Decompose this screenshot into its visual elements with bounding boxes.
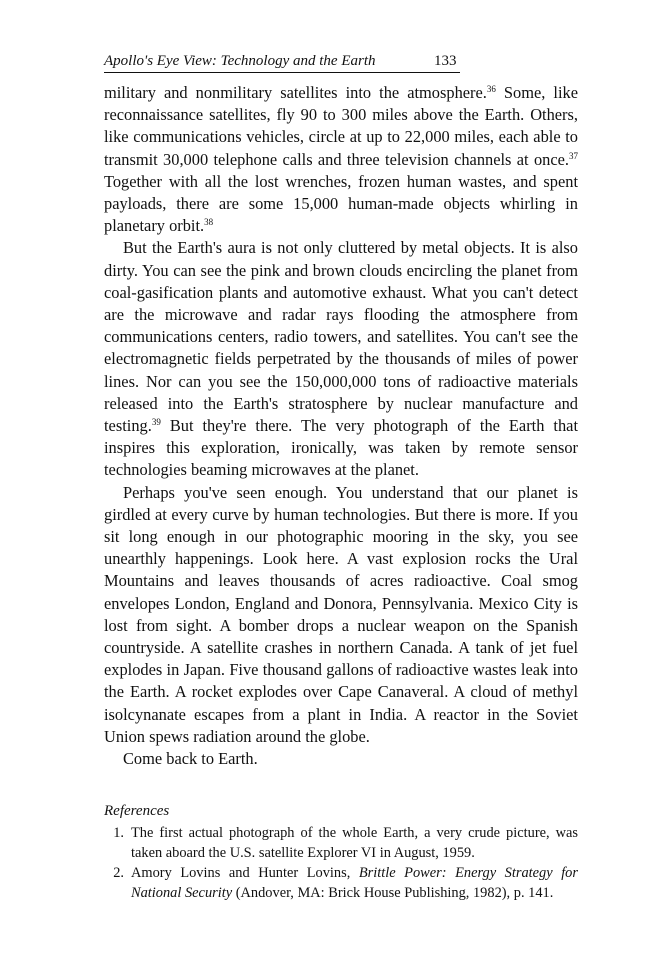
- note-ref-37: 37: [569, 150, 578, 161]
- reference-item-2: [104, 863, 578, 903]
- reference-book-title: Brittle Power: Energy Strategy for National Security: [131, 865, 578, 902]
- paragraph-2: [104, 237, 578, 481]
- paragraph-4: Come back to Earth.: [123, 749, 258, 769]
- paragraph-2-text-a: But the Earth's aura is not only cluttered by metal objects. It is also dirty. You can see the pink and brown clouds encircling the planet from coal-gasification plants and automotive exhaust. What you can't detect are the microwave and radar rays flooding the atmosphere from communications centers, radio towers, and satellites. You can't see the electromagnetic fields perpetrated by the thousands of miles of power lines. Nor can you see the 150,000,000 tons of radioactive materials released into the Earth's stratosphere by nuclear manufacture and testing.: [104, 238, 578, 436]
- note-ref-39: 39: [151, 417, 161, 428]
- reference-item-1: [104, 823, 578, 863]
- reference-number: 2.: [113, 865, 124, 882]
- reference-number: 1.: [113, 825, 124, 842]
- paragraph-1-text-b: Some, like reconnaissance satellites, fly 90 to 300 miles above the Earth. Others, like communications vehicles, circle at up to 22,000 miles, each able to transmit 30,000 telephone calls and three television channels at once.: [104, 83, 578, 169]
- paragraph-1-text-c: Together with all the lost wrenches, frozen human wastes, and spent payloads, there are some 15,000 human-made objects whirling in planetary orbit.: [104, 171, 578, 236]
- running-head-title: Apollo's Eye View: Technology and the Earth: [104, 53, 376, 69]
- paragraph-3: Perhaps you've seen enough. You understand that our planet is girdled at every curve by human technologies. But there is more. If you sit long enough in our photographic mooring in the sky, you see unearthly happenings. Look here. A vast explosion rocks the Ural Mountains and leaves thousands of acres radioactive. Coal smog envelopes London, England and Donora, Pennsylvania. Mexico City is lost from sight. A bomber drops a nuclear weapon on the Spanish countryside. A satellite crashes in northern Canada. A tank of jet fuel explodes in Japan. Five thousand gallons of radioactive wastes leak into the Earth. A rocket explodes over Cape Canaveral. A cloud of methyl isolcynanate escapes from a plant in India. A reactor in the Soviet Union spews radiation around the globe.: [104, 482, 578, 746]
- note-ref-36: 36: [486, 84, 496, 94]
- running-header: [104, 50, 460, 73]
- page-number: 133: [434, 53, 457, 69]
- body-text: [104, 82, 578, 770]
- note-ref-38: 38: [204, 217, 214, 228]
- reference-text: The first actual photograph of the whole Earth, a very crude picture, was taken aboard the U.S. satellite Explorer VI in August, 1959.: [131, 825, 578, 862]
- paragraph-1-text-a: military and nonmilitary satellites into the atmosphere.: [104, 83, 487, 102]
- reference-authors: Amory Lovins and Hunter Lovins,: [131, 865, 359, 882]
- references-heading: References: [104, 803, 170, 820]
- book-page: [104, 50, 578, 903]
- paragraph-2-text-b: But they're there. The very photograph of the Earth that inspires this exploration, ironically, was taken by remote sensor technologies beaming microwaves at the planet.: [104, 416, 578, 480]
- paragraph-1: [104, 82, 578, 237]
- reference-publication: (Andover, MA: Brick House Publishing, 1982), p. 141.: [232, 885, 554, 902]
- reference-list: [104, 823, 578, 903]
